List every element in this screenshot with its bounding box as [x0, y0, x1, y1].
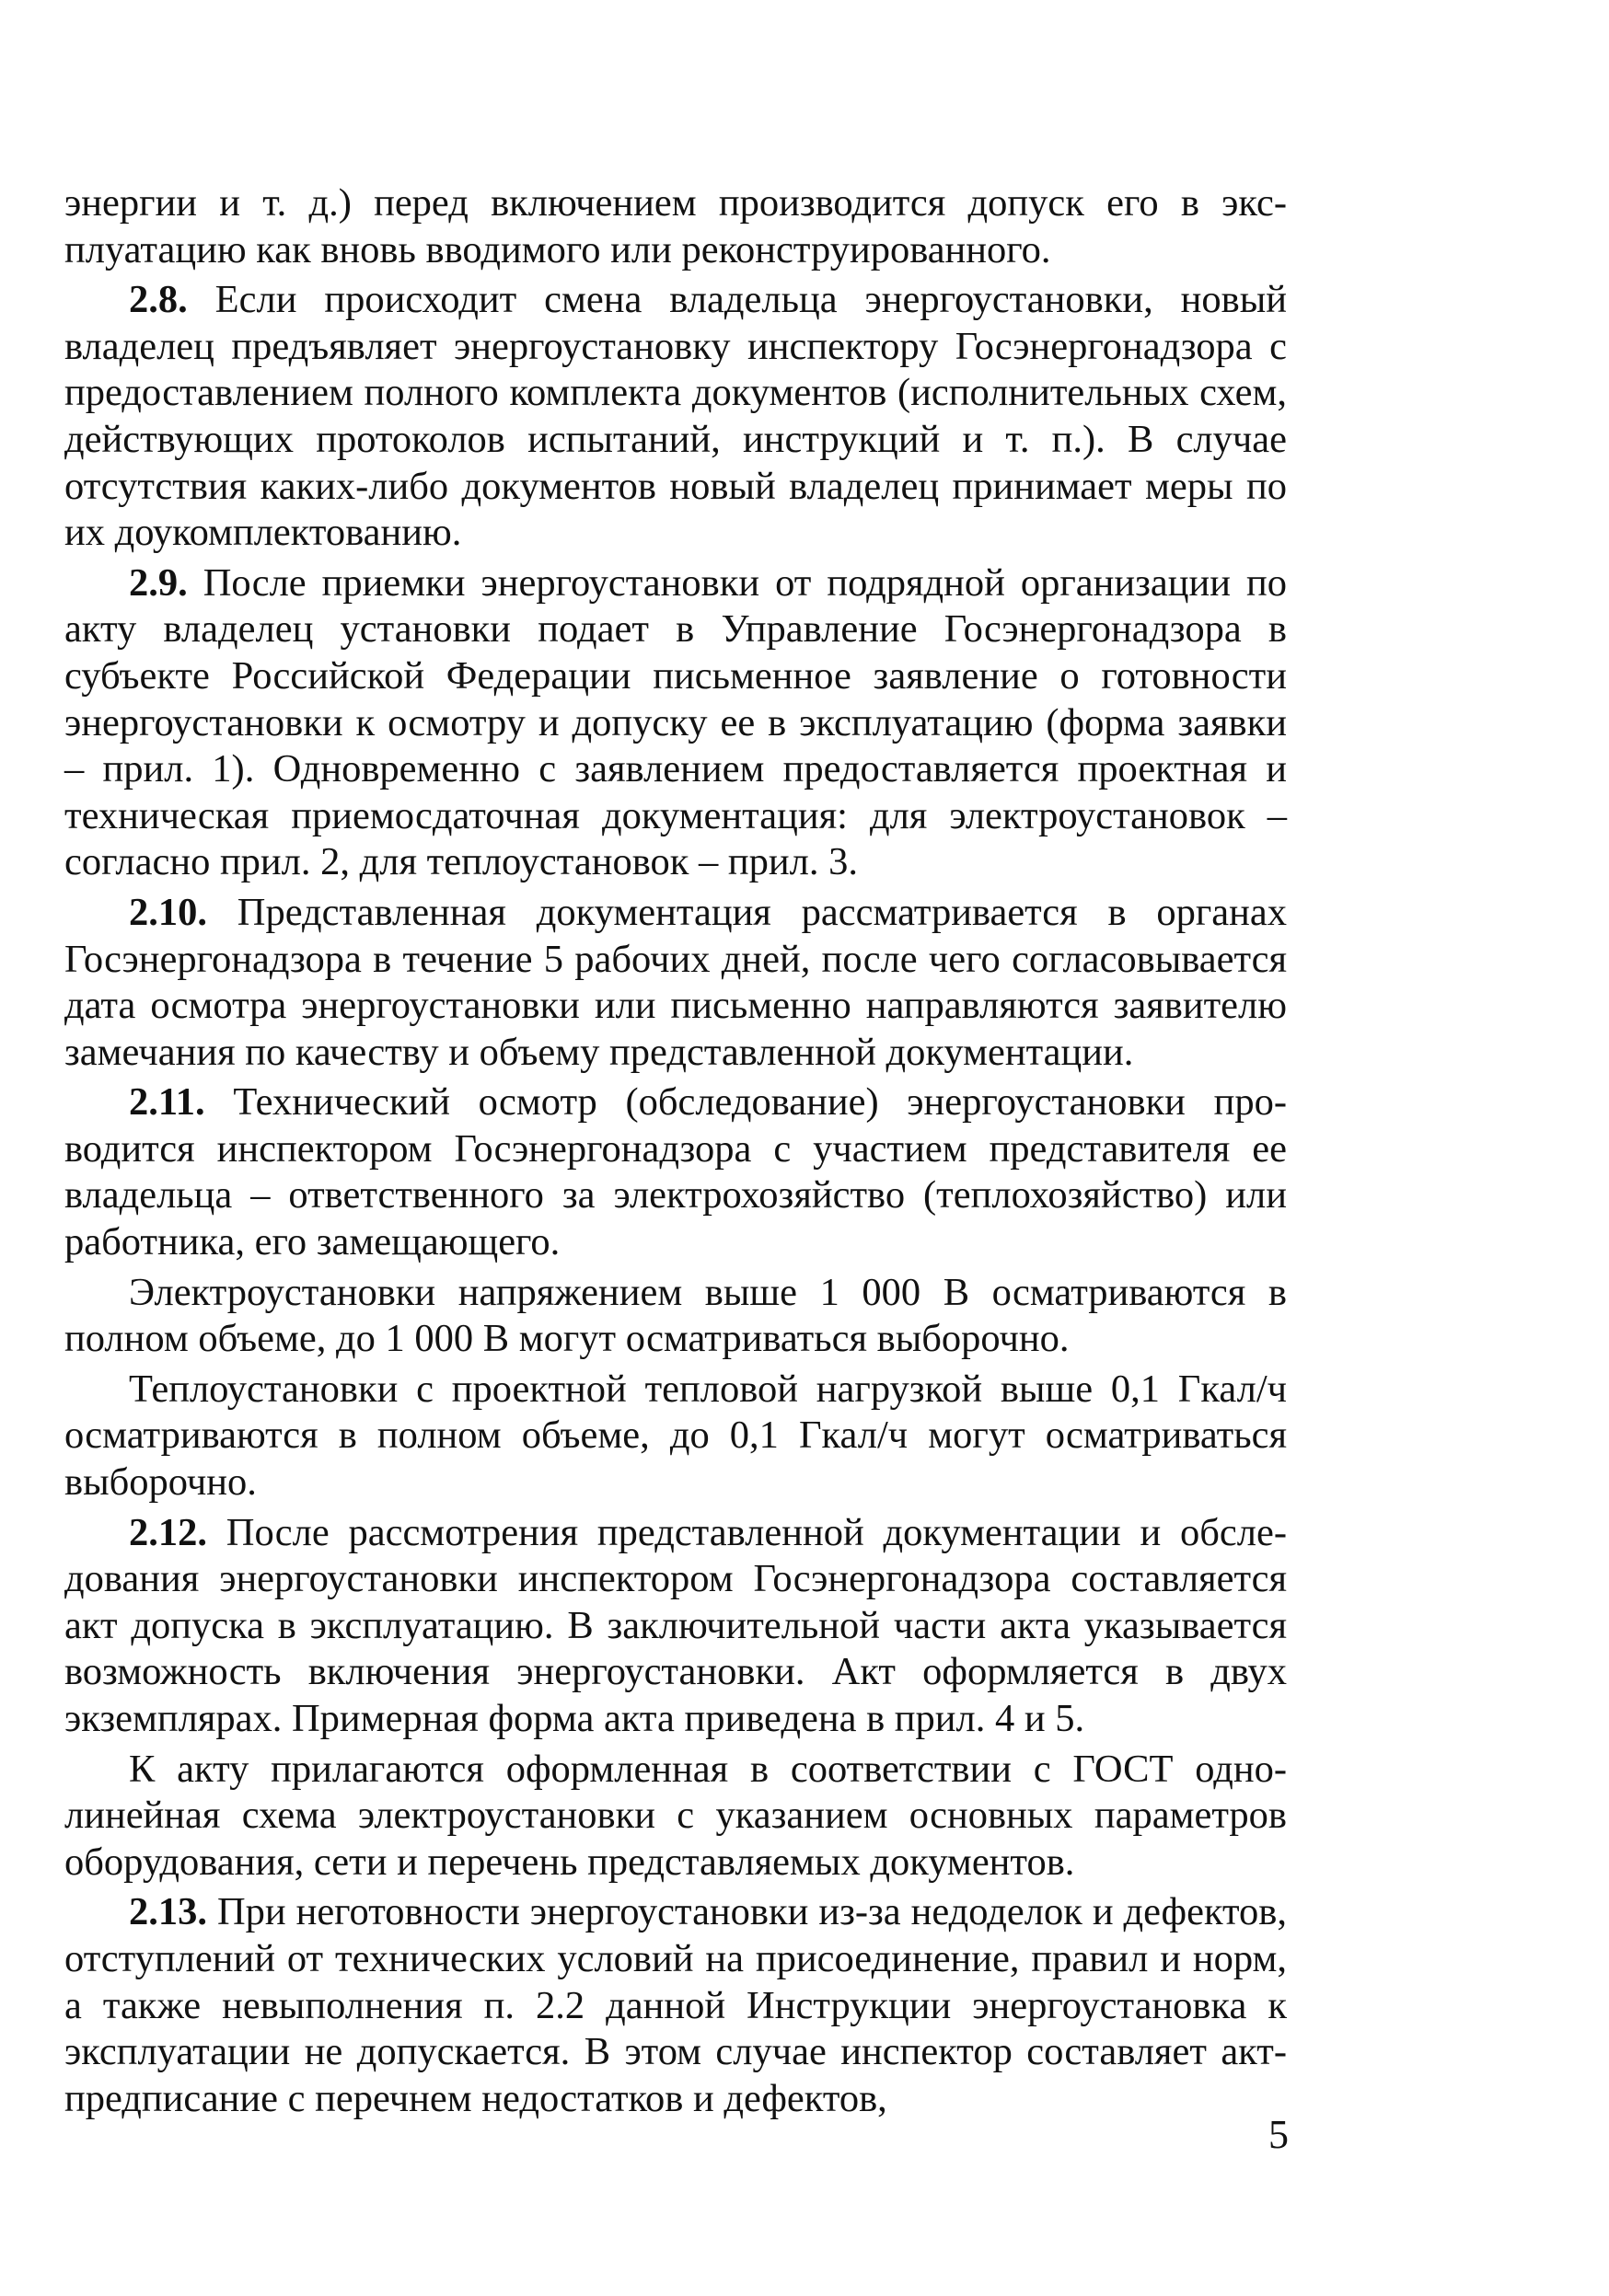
clause-number: 2.8.: [129, 278, 188, 322]
clause-number: 2.9.: [129, 560, 188, 605]
clause-2-13: [64, 1889, 1287, 2122]
clause-text: После рассмотрения представленной документации и обследования энергоустановки инспектором Госэнергонадзора составляется акт допуска в эксплуатацию. В заключительной части акта указывается возможность включения энергоустановки. Акт оформляется в двух экземплярах. Примерная форма акта приведена в прил. 4 и 5.: [64, 1510, 1287, 1740]
clause-number: 2.13.: [129, 1890, 207, 1934]
clause-number: 2.10.: [129, 890, 207, 934]
clause-text: Технический осмотр (обследование) энергоустановки проводится инспектором Госэнергонадзора с участием представителя ее владельца – ответственного за электрохозяйство (теплохозяйство) или работника, его замещающего.: [64, 1080, 1287, 1264]
clause-text: Если происходит смена владельца энергоустановки, новый владелец предъявляет энергоустановку инспектору Госэнергонадзора с предоставлением полного комплекта документов (исполнительных схем, действующих протоколов испытаний, инструкций и т. п.). В случае отсутствия каких-либо документов новый владелец принимает меры по их доукомплектованию.: [64, 278, 1287, 555]
clause-2-8: [64, 277, 1287, 557]
clause-2-12: [64, 1510, 1287, 1743]
page-number: 5: [1268, 2112, 1289, 2157]
clause-number: 2.12.: [129, 1510, 207, 1554]
clause-text: Представленная документация рассматривается в органах Госэнергонадзора в течение 5 рабочих дней, после чего согласовывается дата осмотра энергоустановки или письменно направляются заявителю замечания по качеству и объему представленной документации.: [64, 890, 1287, 1074]
clause-2-10: [64, 890, 1287, 1076]
clause-text: При неготовности энергоустановки из-за недоделок и дефектов, отступлений от технических условий на присоединение, правил и норм, а также невыполнения п. 2.2 данной Инструкции энергоустановка к эксплуатации не допускается. В этом случае инспектор составляет акт-предписание с перечнем недостатков и дефектов,: [64, 1890, 1287, 2120]
clause-2-11: [64, 1079, 1287, 1265]
attachment-paragraph: К акту прилагаются оформленная в соответствии с ГОСТ однолинейная схема электроустановки с указанием основных параметров оборудования, сети и перечень представляемых документов.: [64, 1747, 1287, 1884]
clause-text: После приемки энергоустановки от подрядной организации по акту владелец установки подает в Управление Госэнергонадзора в субъекте Российской Федерации письменное заявление о готовности энергоустановки к осмотру и допуску ее в эксплуатацию (форма заявки – прил. 1). Одновременно с заявлением предоставляется проектная и техническая приемосдаточная документация: для электроустановок – согласно прил. 2, для теплоустановок – прил. 3.: [64, 560, 1287, 884]
continuation-paragraph: энергии и т. д.) перед включением производится допуск его в эксплуатацию как вновь вводимого или реконструированного.: [64, 181, 1287, 271]
clause-number: 2.11.: [129, 1080, 205, 1125]
clause-2-9: [64, 560, 1287, 886]
thermo-inspection-paragraph: Теплоустановки с проектной тепловой нагрузкой выше 0,1 Гкал/ч осматриваются в полном объеме, до 0,1 Гкал/ч могут осматриваться выборочно.: [64, 1367, 1287, 1505]
electro-inspection-paragraph: Электроустановки напряжением выше 1 000 В осматриваются в полном объеме, до 1 000 В могут осматриваться выборочно.: [64, 1270, 1287, 1361]
document-body: [64, 180, 1287, 2122]
